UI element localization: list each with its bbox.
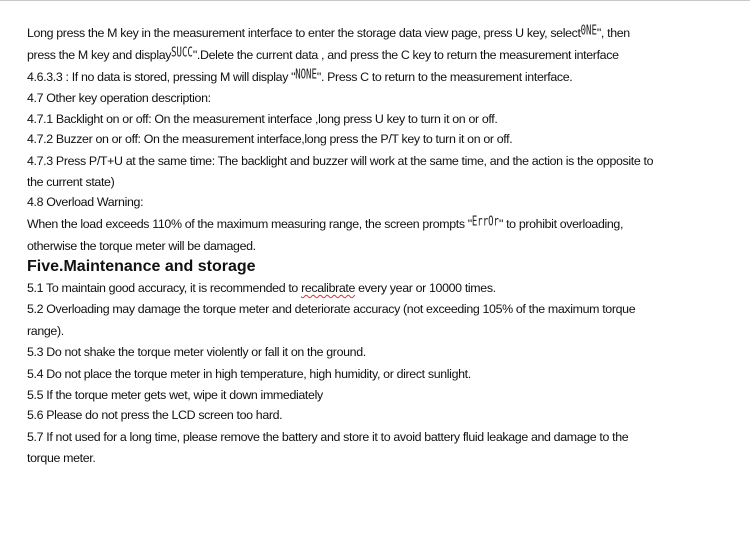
paragraph-buzzer: 4.7.2 Buzzer on or off: On the measurement interface,long press the P/T key to turn it on or off. xyxy=(27,132,513,147)
item-5-3: 5.3 Do not shake the torque meter violently or fall it on the ground. xyxy=(27,344,366,359)
lcd-glyph-error: ErrOr xyxy=(471,215,499,230)
item-5-1 xyxy=(27,278,737,299)
lcd-glyph-succ: SUCC xyxy=(171,46,193,62)
paragraph-press-pt-u-cont: the current state) xyxy=(27,174,115,189)
paragraph-other-keys: 4.7 Other key operation description: xyxy=(27,91,211,105)
document-body xyxy=(27,22,737,469)
item-5-7-cont: torque meter. xyxy=(27,451,96,466)
section-heading: Five.Maintenance and storage xyxy=(27,258,256,276)
text-run: " to prohibit overloading, xyxy=(498,216,624,231)
paragraph-no-data xyxy=(27,66,737,88)
item-5-7: 5.7 If not used for a long time, please remove the battery and store it to avoid battery fluid leakage and damage to the xyxy=(27,430,629,445)
paragraph-storage-view xyxy=(27,22,737,44)
paragraph-overload-title: 4.8 Overload Warning: xyxy=(27,195,144,210)
text-run: 4.6.3.3 : If no data is stored, pressing M will display " xyxy=(27,70,296,84)
item-5-6: 5.6 Please do not press the LCD screen too hard. xyxy=(27,408,283,423)
spellcheck-word: recalibrate xyxy=(301,281,356,296)
paragraph-overload-cont: otherwise the torque meter will be damaged. xyxy=(27,238,256,253)
item-5-2-cont: range). xyxy=(27,323,64,338)
text-run: ", then xyxy=(596,26,630,40)
text-run: Long press the M key in the measurement interface to enter the storage data view page, press U key, select xyxy=(27,26,581,40)
lcd-glyph-none: NONE xyxy=(295,68,317,84)
page-top-border xyxy=(0,0,750,1)
text-run: ".Delete the current data , and press the C key to return the measurement interface xyxy=(192,48,619,62)
text-run: 5.1 To maintain good accuracy, it is recommended to xyxy=(27,281,302,296)
text-run: every year or 10000 times. xyxy=(355,281,496,296)
text-run: ". Press C to return to the measurement interface. xyxy=(316,70,573,84)
item-5-5: 5.5 If the torque meter gets wet, wipe it down immediately xyxy=(27,387,323,402)
item-5-4: 5.4 Do not place the torque meter in high temperature, high humidity, or direct sunlight. xyxy=(27,366,471,381)
paragraph-delete-data xyxy=(27,44,737,66)
text-run: When the load exceeds 110% of the maximum measuring range, the screen prompts " xyxy=(27,216,472,231)
text-run: press the M key and display xyxy=(27,48,172,62)
paragraph-overload xyxy=(27,213,737,236)
item-5-2: 5.2 Overloading may damage the torque meter and deteriorate accuracy (not exceeding 105% of the maximum torque xyxy=(27,302,636,317)
paragraph-press-pt-u: 4.7.3 Press P/T+U at the same time: The backlight and buzzer will work at the same time, and the action is the opposite to xyxy=(27,153,654,168)
lcd-glyph-one: 0NE xyxy=(580,24,597,40)
paragraph-backlight: 4.7.1 Backlight on or off: On the measurement interface ,long press U key to turn it on or off. xyxy=(27,111,498,126)
